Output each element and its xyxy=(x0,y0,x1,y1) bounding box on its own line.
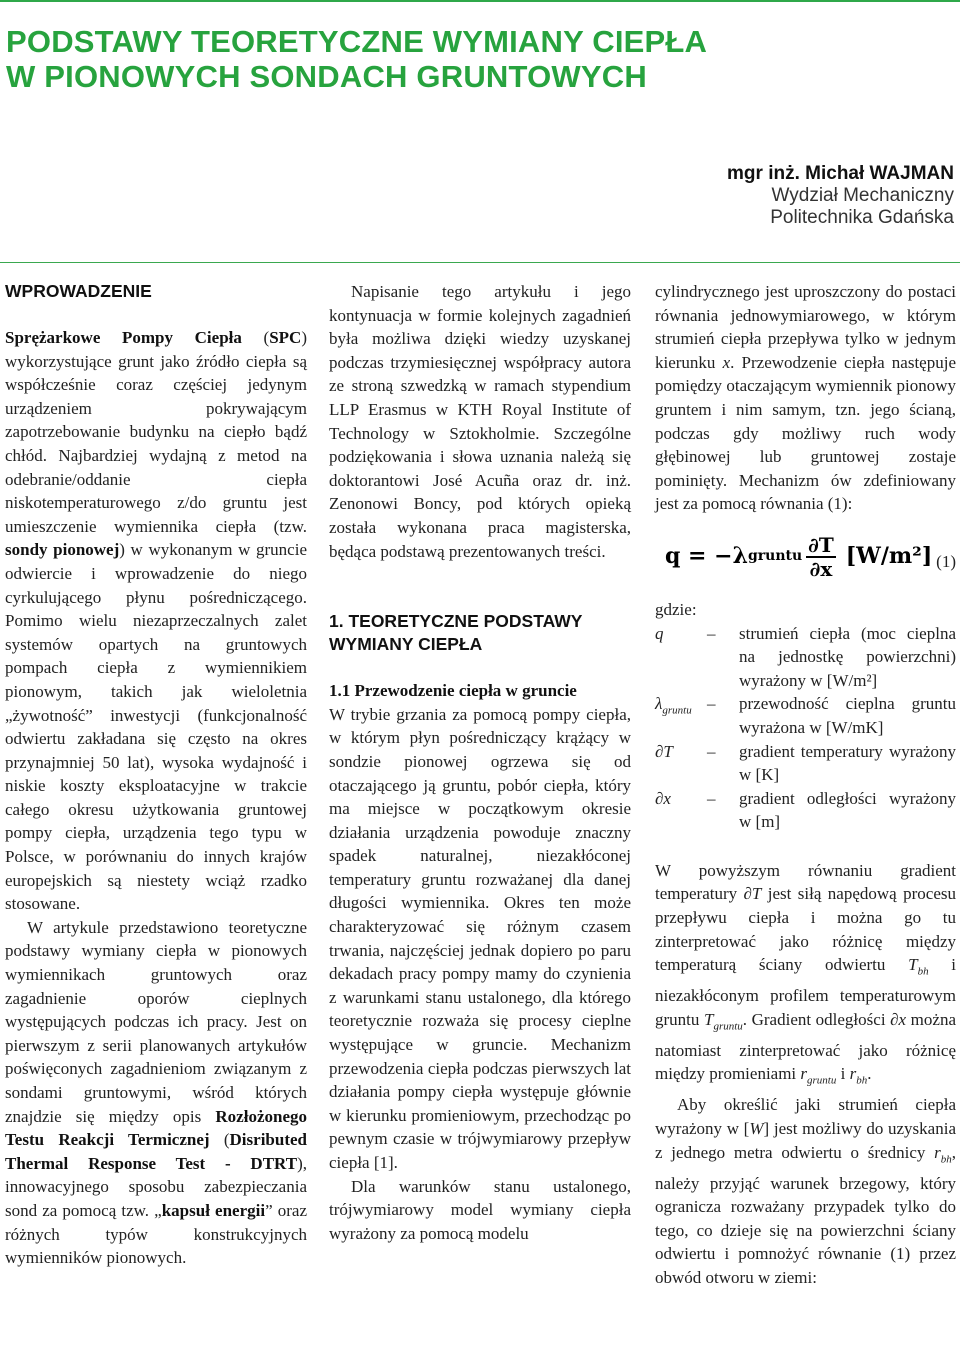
text-run: można natomiast zinterpretować jako różnicę między promieniami xyxy=(655,1009,956,1084)
spacer xyxy=(655,834,956,859)
author-department: Wydział Mechaniczny xyxy=(771,185,954,206)
article-title xyxy=(6,24,956,94)
top-rule xyxy=(0,0,960,2)
math-subscript: gruntu xyxy=(807,1074,837,1087)
definition-symbol xyxy=(655,740,707,787)
body-paragraph-3 xyxy=(655,280,956,516)
math-subscript: bh xyxy=(856,1074,868,1087)
text-run: Aby określić jaki strumień ciepła wyrażony w [ xyxy=(655,1095,956,1138)
header-divider xyxy=(0,262,960,263)
text-run: ] jest możliwy do uzyskania z jednego metra odwiertu o średnicy xyxy=(655,1118,956,1162)
definition-symbol xyxy=(655,622,707,693)
symbol: ∂T xyxy=(655,741,673,761)
body-paragraph-5 xyxy=(655,1093,956,1289)
author-name: mgr inż. Michał WAJMAN xyxy=(727,163,954,184)
author-university: Politechnika Gdańska xyxy=(770,207,954,228)
math-symbol: T xyxy=(703,1009,714,1029)
bold-term: kapsuł energii xyxy=(161,1200,266,1220)
equation-fraction xyxy=(806,534,836,580)
math-subscript: gruntu xyxy=(713,1020,743,1033)
body-paragraph-4 xyxy=(655,859,956,1094)
definition-dash: – xyxy=(707,694,716,714)
symbol: λ xyxy=(655,694,663,714)
definition-text: przewodność cieplna gruntu wyrażona w [W/mK] xyxy=(739,694,956,737)
intro-paragraph-1 xyxy=(5,326,307,916)
title-line-1: PODSTAWY TEORETYCZNE WYMIANY CIEPŁA xyxy=(6,24,708,59)
body-paragraph-2: Dla warunków stanu ustalonego, trójwymiarowy model wymiany ciepła wyrażony za pomocą modelu xyxy=(329,1176,631,1243)
definition-text: gradient odległości wyrażony w [m] xyxy=(739,788,956,832)
text-run: jest siłą napędową procesu przepływu ciepła i można go tu zinterpretować jako różnicę między temperaturą ściany odwiertu xyxy=(655,884,956,975)
symbol-subscript: gruntu xyxy=(662,704,692,717)
text-run: cylindrycznego jest uproszczony do postaci równania jednowymiarowego, w którym strumień ciepła przepływa tylko w jednym kierunku xyxy=(655,282,956,372)
bold-term: Sprężarkowe Pompy Ciepła xyxy=(5,328,242,347)
math-symbol: W xyxy=(749,1118,764,1138)
column-2 xyxy=(329,280,631,1245)
math-symbol: x xyxy=(722,352,731,372)
math-symbol: ∂T xyxy=(743,884,762,904)
definition-dash: – xyxy=(707,741,716,761)
equation-body xyxy=(665,534,932,580)
text-run: ” oraz różnych typów konstrukcyjnych wymienników pionowych. xyxy=(5,1200,307,1268)
math-subscript: bh xyxy=(940,1152,952,1165)
acknowledgement-paragraph: Napisanie tego artykułu i jego kontynuacja w formie kolejnych zagadnień była możliwa dzięki wiedzy uzyskanej podczas trzymiesięcznej współpracy autora ze stroną szwedzką w ramach stypendium LLP Erasmus w KTH Royal Institute of Technology w Sztokholmie. Szczególne podziękowania i słowa uznania należą się doktorantowi José Acuña oraz dr. inż. Zenonowi Boncy, pod których opieką została wykonana praca magisterska, będąca podstawą prezentowanych treści. xyxy=(329,282,631,561)
text-run: ( xyxy=(241,328,270,347)
equation-lhs: q = −λ xyxy=(665,543,748,570)
symbol: q xyxy=(655,623,664,643)
bold-term: SPC xyxy=(269,328,302,347)
definition-text: gradient temperatury wyrażony w [K] xyxy=(739,741,956,785)
text-run: ) wykorzystujące grunt jako źródło ciepła są współcześnie coraz częściej jedynym urządzeniem pokrywającym zapotrzebowanie budynku na ciepło bądź chłód. Najbardziej wydajną z metod na odebranie/oddanie ciepła niskotemperaturowego z/do gruntu jest umieszczenie wymiennika ciepła (tzw. xyxy=(5,328,307,536)
text-run: W artykule przedstawiono teoretyczne podstawy wymiany ciepła w pionowych wymiennikach gruntowych oraz zagadnienie oporów cieplnych występujących podczas ich pracy. Jest on pierwszym z serii planowanych artykułów poświęconych zagadnieniom związanym z sondami gruntowymi, wśród których znajdzie się między opis xyxy=(5,917,307,1126)
equation-unit: [W/m²] xyxy=(845,543,933,570)
definition-q xyxy=(655,622,956,693)
equation-number: (1) xyxy=(936,551,956,571)
spacer xyxy=(329,563,631,610)
equation-subscript: gruntu xyxy=(748,548,803,565)
math-subscript: bh xyxy=(917,965,929,978)
math-symbol: r xyxy=(934,1142,941,1162)
definition-lambda xyxy=(655,692,956,739)
symbol: ∂x xyxy=(655,788,671,808)
definition-dT xyxy=(655,740,956,787)
text-run: W powyższym równaniu gradient temperatury xyxy=(655,860,956,904)
title-line-2: W PIONOWYCH SONDACH GRUNTOWYCH xyxy=(6,59,647,94)
section-heading-intro: WPROWADZENIE xyxy=(5,281,152,301)
bold-term: sondy pionowej xyxy=(5,540,120,560)
math-symbol: T xyxy=(908,955,918,975)
text-run: . Gradient odległości xyxy=(742,1009,891,1029)
text-run: i xyxy=(836,1064,850,1084)
bold-term: Rozłożonego Testu Reakcji Termicznej xyxy=(5,1106,307,1150)
spacer xyxy=(329,656,631,679)
math-symbol: r xyxy=(800,1064,808,1084)
definition-dash: – xyxy=(707,623,716,643)
bold-term: Disributed Thermal Response Test - DTRT xyxy=(5,1130,307,1173)
math-symbol: r xyxy=(849,1064,857,1084)
where-label: gdzie: xyxy=(655,599,697,619)
text-run: ) w wykonanym w gruncie odwiercie i wprowadzenie do niego cyrkulującego płynu pośredniczącego. Pomimo wielu niezaprzeczalnych zalet systemów opartych na gruntowych pompach ciepła z wymiennikiem pionowym, takich jak wieloletnia „żywotność” inwestycji (funkcjonalność odwiertu zakładana się często na okres przynajmniej 50 lat), wysoka wydajność i niskie koszty eksploatacyjne w trakcie całego okresu użytkowania gruntowej pompy ciepła, urządzenia tego typu w Polsce, w porównaniu do innych krajów europejskich są niestety wciąż rzadko stosowane. xyxy=(5,540,307,914)
text-run: ( xyxy=(209,1130,230,1150)
fraction-numerator: ∂T xyxy=(808,532,834,557)
text-run: i niezakłóconym profilem temperaturowym gruntu xyxy=(655,955,956,1029)
column-3 xyxy=(655,280,956,1290)
definition-text: strumień ciepła (moc cieplna na jednostkę powierzchni) wyrażony w [W/m²] xyxy=(739,623,956,690)
column-1 xyxy=(5,280,307,1270)
definition-symbol xyxy=(655,787,707,834)
text-run: . xyxy=(867,1064,872,1084)
body-paragraph-1: W trybie grzania za pomocą pompy ciepła, w którym płyn pośredniczący krążący w sondzie pionowej ogrzewa się od otaczającego ją gruntu, pobór ciepła, który ma miejsce w początkowym okresie działania urządzenia powoduje znaczny spadek naturalnej, niezakłóconej temperatury gruntu rozważanej dla danej długości wymiennika. Okres ten może charakteryzować się różnym czasem trwania, najczęściej jednak dopiero po paru dekadach pracy pompy mamy do czynienia z warunkami stanu ustalonego, dla którego teoretycznie rozważa się procesy cieplne występujące w gruncie. Mechanizm przewodzenia ciepła podczas pierwszych lat działania pompy ciepła występuje głównie w kierunku promieniowym, przechodząc po pewnym czasie w trójwymiarowy przepływ ciepła [1]. xyxy=(329,704,631,1172)
definition-symbol xyxy=(655,692,707,739)
definition-dash: – xyxy=(707,788,716,808)
spacer xyxy=(5,303,307,326)
text-run: . Przewodzenie ciepła następuje pomiędzy otaczającym wymiennik pionowy gruntem i nim samym, tzn. jego ścianą, podczas gdy możliwy ruch wody głębinowej lub gruntowej zostaje pominięty. Mechanizm ów zdefiniowany jest za pomocą równania (1): xyxy=(655,352,956,514)
subsection-heading-1-1: 1.1 Przewodzenie ciepła w gruncie xyxy=(329,681,577,701)
fraction-denominator: ∂x xyxy=(809,556,833,581)
math-symbol: ∂x xyxy=(890,1009,907,1029)
text-run: ), innowacyjnego sposobu zabezpieczania sond za pomocą tzw. „ xyxy=(5,1153,307,1220)
text-run: , należy przyjąć warunek brzegowy, który ogranicza rozważany przypadek tylko do tego, co dzieje się na powierzchni ściany odwiertu i pomnożyć równanie (1) przez obwód otworu w ziemi: xyxy=(655,1142,956,1287)
section-heading-1: 1. TEORETYCZNE PODSTAWY WYMIANY CIEPŁA xyxy=(329,611,583,655)
equation-1 xyxy=(655,534,956,588)
definition-dx xyxy=(655,787,956,834)
author-block xyxy=(727,163,954,229)
intro-paragraph-2 xyxy=(5,916,307,1270)
